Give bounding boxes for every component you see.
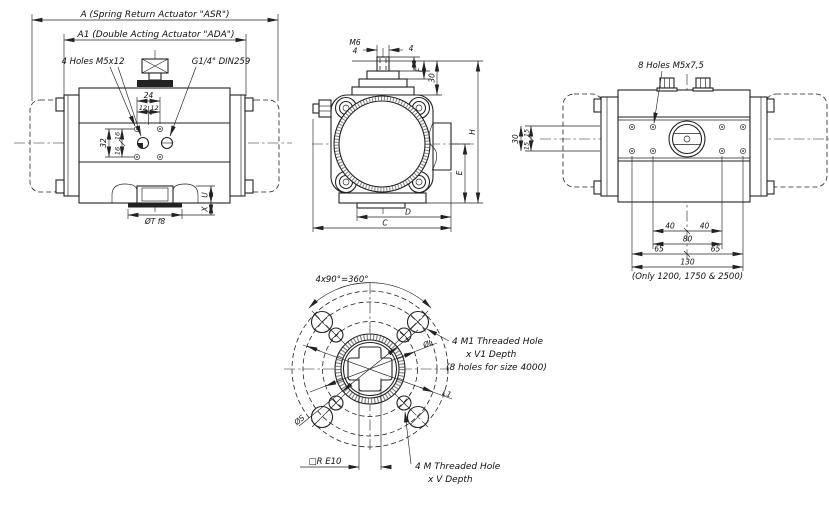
- dim-h: H: [468, 129, 477, 135]
- angle-label: 4x90°=360°: [315, 275, 369, 285]
- shaft-top-m6: [377, 57, 389, 71]
- dim-15a: 15: [522, 128, 531, 138]
- spring-housing-dashed-right: [245, 100, 279, 192]
- side-base: [339, 193, 426, 203]
- dim-65a: 65: [654, 244, 664, 254]
- dim-40b: 40: [699, 221, 710, 231]
- front-view: [14, 10, 292, 226]
- dim-16b: 16: [113, 146, 122, 156]
- dim-16a: 16: [113, 131, 122, 141]
- end-cap-left: [64, 95, 79, 196]
- front-holes-label: 4 Holes M5x12: [61, 57, 125, 67]
- dim-32: 32: [99, 138, 108, 148]
- dim-label-a1: A1 (Double Acting Actuator "ADA"): [77, 30, 235, 40]
- dim-l: ØL: [421, 337, 435, 350]
- m1-note-line1: 4 M1 Threaded Hole: [452, 337, 544, 347]
- front-port-label: G1/4" DIN259: [191, 57, 251, 67]
- label-m6: M6: [349, 38, 361, 47]
- m1-note-line3: (8 holes for size 4000): [446, 363, 547, 373]
- indicator-base: [137, 80, 173, 87]
- m1-note-line2: x V1 Depth: [466, 350, 517, 360]
- dim-shaft-dia: ØT f8: [144, 217, 166, 226]
- dim-l1: L1: [441, 387, 453, 400]
- dim-4a: 4: [352, 46, 358, 56]
- dim-s: ØS: [292, 413, 307, 427]
- bottom-view: [284, 275, 547, 485]
- square-label: □R E10: [308, 457, 342, 467]
- dim-4b: 4: [408, 44, 414, 53]
- top-body: [618, 90, 750, 202]
- output-shaft: [137, 186, 173, 203]
- top-bolts: [657, 78, 713, 91]
- air-fitting: [319, 100, 331, 117]
- top-cap-right: [750, 97, 767, 196]
- dim-c: C: [382, 218, 388, 228]
- dim-80: 80: [682, 234, 693, 244]
- dim-12a: 12: [138, 104, 148, 112]
- top-view: [511, 61, 829, 282]
- dim-f: F: [414, 67, 424, 73]
- dim-12b: 12: [150, 104, 159, 112]
- dim-40a: 40: [665, 221, 675, 231]
- m-note-line2: x V Depth: [428, 475, 473, 485]
- dim-65b: 65: [710, 244, 721, 254]
- dim-x: X: [200, 206, 210, 212]
- top-holes-label: 8 Holes M5x7,5: [638, 61, 704, 71]
- shaft-flange: [128, 203, 182, 208]
- dim-d: D: [405, 207, 411, 217]
- dim-e: E: [455, 170, 464, 176]
- dim-label-a: A (Spring Return Actuator "ASR"): [80, 10, 230, 20]
- dim-130: 130: [680, 257, 695, 267]
- dim-u: U: [200, 192, 210, 198]
- m-note-line1: 4 M Threaded Hole: [415, 462, 501, 472]
- side-view: [312, 38, 483, 232]
- dim-15b: 15: [522, 141, 531, 151]
- dim-30-top: 30: [511, 134, 520, 144]
- size-note: (Only 1200, 1750 & 2500): [631, 272, 744, 282]
- piston-bore-face: [334, 96, 430, 192]
- end-cap-right: [230, 95, 245, 196]
- top-cap-left: [601, 97, 618, 196]
- spring-housing-dashed-left: [30, 100, 64, 192]
- dim-24: 24: [143, 91, 154, 100]
- dim-30-side: 30: [427, 73, 437, 83]
